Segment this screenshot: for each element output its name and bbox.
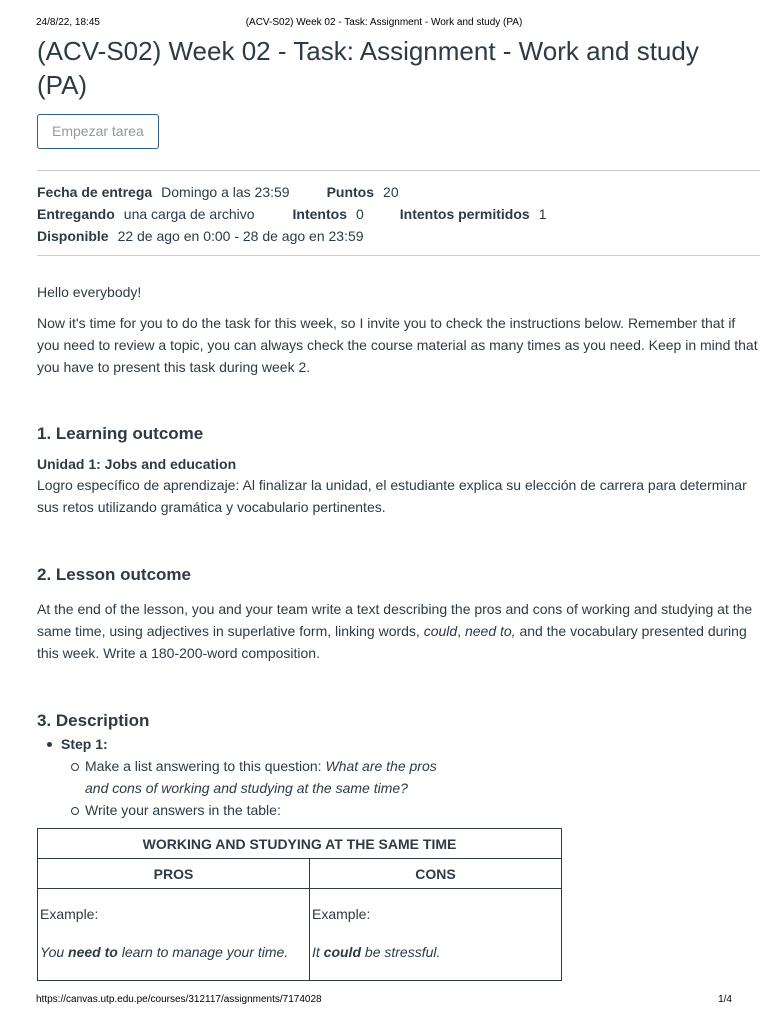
- allowed-attempts-label: Intentos permitidos: [399, 206, 530, 222]
- submitting-label: Entregando: [37, 206, 115, 222]
- intro-greeting: Hello everybody!: [37, 284, 142, 300]
- section-heading-lesson-outcome: 2. Lesson outcome: [37, 565, 191, 584]
- print-header: [36, 17, 732, 31]
- column-header-cons: CONS: [310, 859, 562, 889]
- section-heading-learning-outcome: 1. Learning outcome: [37, 424, 204, 443]
- list-item: Write your answers in the table:: [61, 799, 761, 821]
- step-1-label: Step 1:: [61, 736, 108, 752]
- pros-cons-table: [37, 828, 562, 981]
- details-row-due: [37, 181, 761, 203]
- intro-body: Now it's time for you to do the task for this week, so I invite you to check the instructions below. Remember that if you need to review a topic, you can always check the course material as many times as you need. Keep in mind that you have to present this task during week 2.: [37, 315, 758, 375]
- attempts-label: Intentos: [292, 206, 347, 222]
- print-document-title: (ACV-S02) Week 02 - Task: Assignment - Work and study (PA): [245, 17, 523, 28]
- details-row-available: [37, 225, 761, 247]
- sub-list: [61, 755, 761, 821]
- page-title: (ACV-S02) Week 02 - Task: Assignment - Work and study (PA): [37, 36, 699, 100]
- list-item: [37, 733, 761, 821]
- submitting-value: una carga de archivo: [123, 206, 255, 222]
- pros-cell: Example: You need to learn to manage your time.: [38, 889, 310, 981]
- learning-outcome-text: Logro específico de aprendizaje: Al finalizar la unidad, el estudiante explica su elección de carrera para determinar sus retos utilizando gramática y vocabulario pertinentes.: [37, 477, 747, 515]
- start-assignment-button[interactable]: Empezar tarea: [37, 114, 159, 149]
- available-label: Disponible: [37, 228, 109, 244]
- assignment-details: [37, 171, 761, 255]
- points-value: 20: [383, 184, 399, 200]
- due-value: Domingo a las 23:59: [161, 184, 290, 200]
- table-row: [38, 859, 562, 889]
- page-number: 1/4: [718, 994, 732, 1005]
- details-row-submitting: [37, 203, 761, 225]
- print-footer: [36, 994, 732, 1008]
- list-item: Make a list answering to this question: What are the pros and cons of working and studying at the same time?: [61, 755, 761, 799]
- unit-title: Unidad 1: Jobs and education: [37, 456, 237, 472]
- assignment-content: [37, 34, 761, 981]
- points-label: Puntos: [326, 184, 375, 200]
- print-url[interactable]: https://canvas.utp.edu.pe/courses/312117/assignments/7174028: [36, 994, 322, 1005]
- steps-list: [37, 733, 761, 821]
- column-header-pros: PROS: [38, 859, 310, 889]
- cons-cell: Example: It could be stressful.: [310, 889, 562, 981]
- table-row: [38, 889, 562, 981]
- lesson-outcome-text: At the end of the lesson, you and your team write a text describing the pros and cons of working and studying at the same time, using adjectives in superlative form, linking words, could, need to, and the vocabulary presented during this week. Write a 180-200-word composition.: [37, 601, 753, 661]
- attempts-value: 0: [356, 206, 364, 222]
- allowed-attempts-value: 1: [538, 206, 547, 222]
- print-date: 24/8/22, 18:45: [36, 17, 100, 28]
- table-title: WORKING AND STUDYING AT THE SAME TIME: [38, 829, 562, 859]
- table-row: [38, 829, 562, 859]
- available-value: 22 de ago en 0:00 - 28 de ago en 23:59: [117, 228, 364, 244]
- section-heading-description: 3. Description: [37, 711, 150, 730]
- divider: [37, 255, 760, 256]
- due-label: Fecha de entrega: [37, 184, 153, 200]
